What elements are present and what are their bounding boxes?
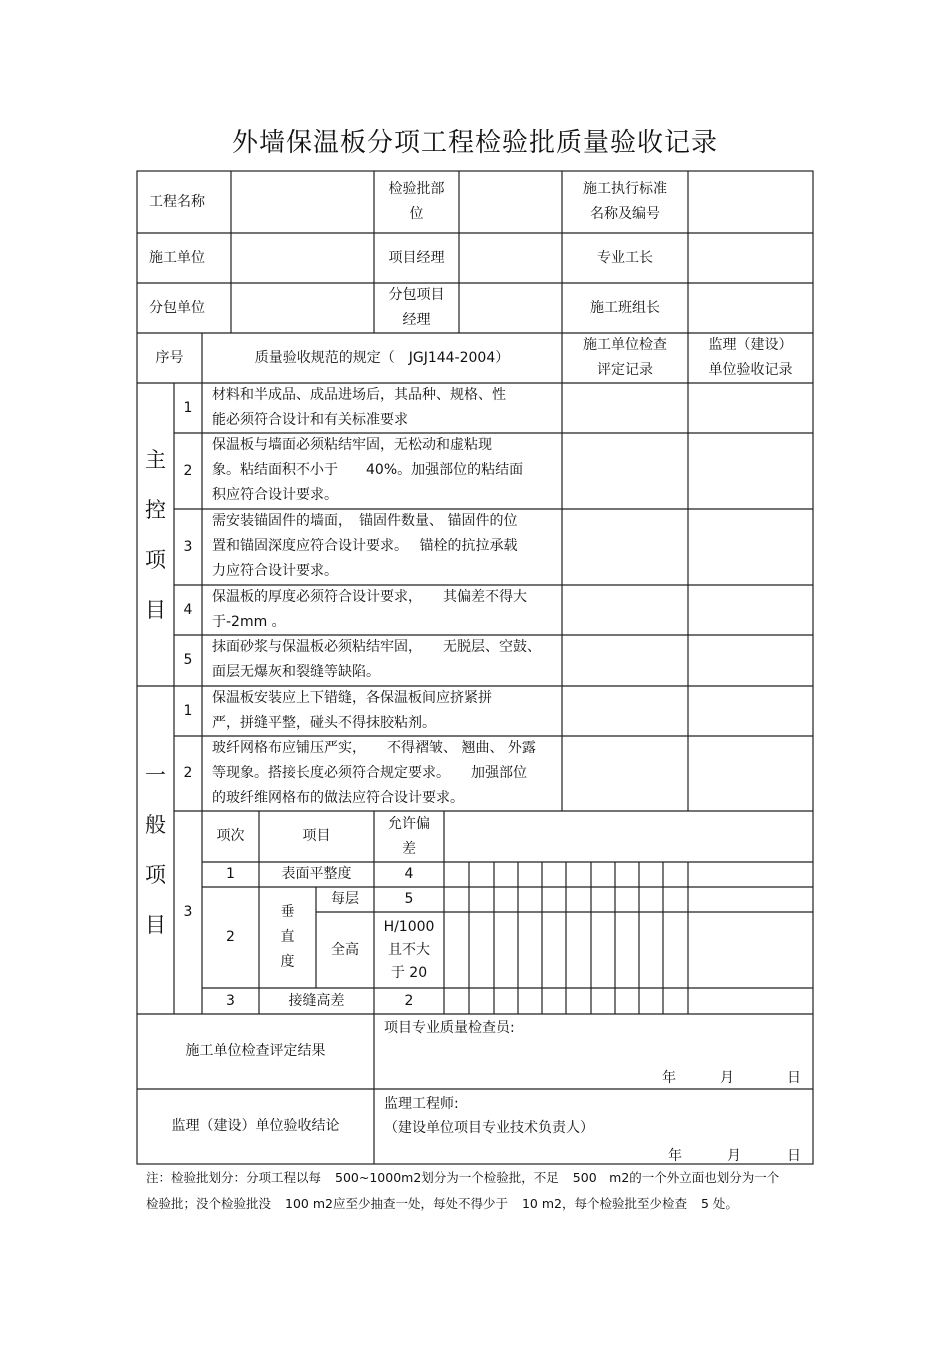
dev-row-name: 表面平整度 bbox=[281, 866, 352, 882]
main-item-check-input[interactable] bbox=[562, 585, 688, 635]
main-item-check-input[interactable] bbox=[562, 433, 688, 509]
main-item-no: 5 bbox=[183, 652, 193, 668]
dev-row-name-vertical: 垂 直 度 bbox=[280, 904, 295, 970]
dev-row-value: 5 bbox=[404, 891, 414, 907]
main-item-check-input[interactable] bbox=[562, 509, 688, 585]
col-supervisor: 监理（建设） 单位验收记录 bbox=[708, 337, 793, 378]
inspector-label: 项目专业质量检查员: bbox=[384, 1020, 515, 1036]
input-batch-part[interactable] bbox=[459, 171, 562, 233]
input-subcontractor[interactable] bbox=[231, 283, 374, 333]
dev-row-no: 3 bbox=[226, 992, 235, 1009]
general-item-no: 3 bbox=[183, 904, 193, 920]
label-pm: 项目经理 bbox=[388, 249, 445, 266]
main-item-check-input[interactable] bbox=[562, 383, 688, 433]
general-item-supervisor-input[interactable] bbox=[688, 736, 813, 811]
general-item-text: 保温板安装应上下错缝，各保温板间应挤紧拼 严，拼缝平整，碰头不得抹胶粘剂。 bbox=[212, 690, 492, 731]
main-item-no: 3 bbox=[183, 538, 193, 555]
main-item-no: 2 bbox=[183, 462, 193, 479]
dev-row-name: 接缝高差 bbox=[288, 992, 345, 1009]
main-item-supervisor-input[interactable] bbox=[688, 433, 813, 509]
main-item-no: 1 bbox=[183, 399, 193, 416]
input-pm[interactable] bbox=[459, 233, 562, 283]
general-item-no: 2 bbox=[183, 765, 193, 781]
main-item-supervisor-input[interactable] bbox=[688, 383, 813, 433]
dev-row-no: 1 bbox=[226, 866, 235, 882]
supervisor-result-label: 监理（建设）单位验收结论 bbox=[171, 1118, 340, 1134]
col-check: 施工单位检查 评定记录 bbox=[583, 337, 667, 378]
label-batch-part: 检验批部 位 bbox=[388, 181, 445, 222]
dev-col-item: 项目 bbox=[302, 828, 331, 844]
main-item-check-input[interactable] bbox=[562, 635, 688, 686]
col-spec: 质量验收规范的规定（ JGJ144-2004） bbox=[254, 349, 510, 366]
engineer-label: 监理工程师: bbox=[384, 1096, 459, 1112]
main-item-text: 材料和半成品、成品进场后，其品种、规格、性 能必须符合设计和有关标准要求 bbox=[212, 387, 506, 428]
dev-row-sub-floor: 每层 bbox=[331, 891, 359, 907]
label-subcontractor: 分包单位 bbox=[149, 299, 205, 316]
main-item-text: 抹面砂浆与保温板必须粘结牢固， 无脱层、空鼓、 面层无爆灰和裂缝等缺陷。 bbox=[212, 639, 541, 680]
form-title: 外墙保温板分项工程检验批质量验收记录 bbox=[231, 128, 718, 158]
main-item-supervisor-input[interactable] bbox=[688, 585, 813, 635]
main-items-label: 主 控 项 目 bbox=[145, 447, 166, 622]
input-team-leader[interactable] bbox=[688, 283, 813, 333]
dev-row-no: 2 bbox=[226, 929, 235, 945]
general-items-label: 一 般 项 目 bbox=[145, 763, 166, 937]
general-item-no: 1 bbox=[183, 702, 193, 719]
input-foreman[interactable] bbox=[688, 233, 813, 283]
date-month: 月 bbox=[727, 1148, 741, 1164]
dev-row-value: 4 bbox=[404, 866, 414, 882]
label-constructor: 施工单位 bbox=[149, 249, 205, 266]
input-standard[interactable] bbox=[688, 171, 813, 233]
date-year: 年 bbox=[662, 1070, 676, 1086]
label-team-leader: 施工班组长 bbox=[590, 299, 660, 316]
input-constructor[interactable] bbox=[231, 233, 374, 283]
date-year: 年 bbox=[668, 1148, 682, 1164]
date-month: 月 bbox=[720, 1070, 734, 1086]
col-seq: 序号 bbox=[155, 349, 184, 366]
label-sub-pm: 分包项目 经理 bbox=[388, 287, 445, 328]
label-standard: 施工执行标准 名称及编号 bbox=[583, 181, 667, 222]
general-item-check-input[interactable] bbox=[562, 736, 688, 811]
dev-row-value: 2 bbox=[404, 992, 414, 1009]
date-day: 日 bbox=[787, 1148, 801, 1164]
dev-row-value: H/1000 且不大 于 20 bbox=[383, 918, 435, 981]
input-sub-pm[interactable] bbox=[459, 283, 562, 333]
note-line-1: 注：检验批划分：分项工程以每 500~1000m2划分为一个检验批，不足 500 m2的一个外立面也划分为一个 bbox=[146, 1170, 780, 1185]
general-item-check-input[interactable] bbox=[562, 686, 688, 736]
input-project-name[interactable] bbox=[231, 171, 374, 233]
general-item-supervisor-input[interactable] bbox=[688, 686, 813, 736]
owner-rep-label: （建设单位项目专业技术负责人） bbox=[384, 1120, 594, 1136]
dev-col-allow: 允许偏 差 bbox=[388, 815, 430, 857]
main-item-supervisor-input[interactable] bbox=[688, 635, 813, 686]
main-item-no: 4 bbox=[183, 601, 193, 618]
constructor-result-label: 施工单位检查评定结果 bbox=[185, 1043, 326, 1059]
dev-row-sub-full: 全高 bbox=[331, 941, 359, 958]
general-item-text: 玻纤网格布应铺压严实， 不得褶皱、 翘曲、 外露 等现象。搭接长度必须符合规定要求。 加强部位 的玻纤维网格布的做法应符合设计要求。 bbox=[212, 740, 536, 806]
main-item-text: 保温板的厚度必须符合设计要求， 其偏差不得大 于-2mm 。 bbox=[212, 589, 527, 630]
label-foreman: 专业工长 bbox=[597, 249, 653, 266]
main-item-text: 保温板与墙面必须粘结牢固，无松动和虚粘现 象。粘结面积不小于 40%。加强部位的粘结面 积应符合设计要求。 bbox=[212, 437, 524, 503]
main-item-text: 需安装锚固件的墙面， 锚固件数量、 锚固件的位 置和锚固深度应符合设计要求。 锚栓的抗拉承载 力应符合设计要求。 bbox=[212, 513, 518, 579]
date-day: 日 bbox=[787, 1070, 801, 1086]
note-line-2: 检验批；没个检验批没 100 m2应至少抽查一处，每处不得少于 10 m2，每个检验批至少检查 5 处。 bbox=[146, 1196, 738, 1211]
dev-col-no: 项次 bbox=[216, 828, 245, 844]
label-project-name: 工程名称 bbox=[149, 193, 205, 210]
main-item-supervisor-input[interactable] bbox=[688, 509, 813, 585]
